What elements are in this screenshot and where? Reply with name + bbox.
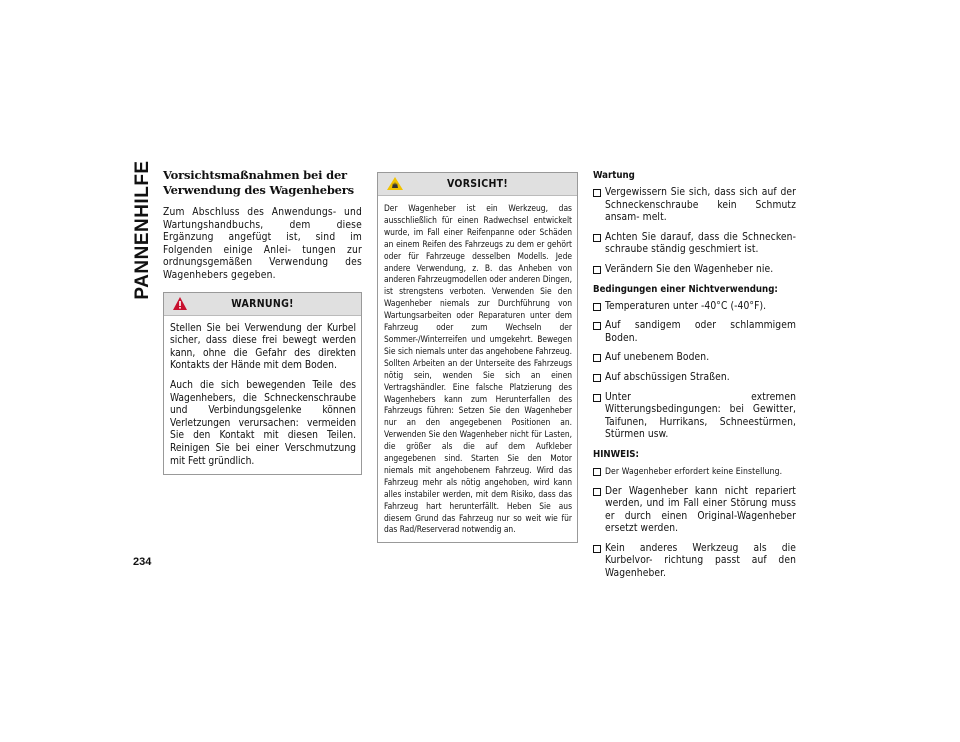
- note-heading: HINWEIS:: [593, 448, 639, 460]
- right-column: [593, 170, 796, 588]
- warning-box-title: WARNUNG!: [231, 297, 294, 310]
- list-item: Vergewissern Sie sich, dass sich auf der Schneckenschraube kein Schmutz ansam- melt.: [593, 187, 796, 225]
- checkbox-bullet-icon: [593, 322, 601, 330]
- checkbox-bullet-icon: [593, 303, 601, 311]
- maintenance-list: [593, 187, 796, 277]
- caution-box-title: VORSICHT!: [446, 178, 509, 190]
- middle-column: [377, 172, 578, 543]
- checkbox-bullet-icon: [593, 234, 601, 242]
- checkbox-bullet-icon: [593, 354, 601, 362]
- note-list: [593, 466, 796, 581]
- jack-precautions-intro: Zum Abschluss des Anwendungs- und Wartungshandbuchs, dem diese Ergänzung angefügt ist, sind im Folgenden einige Anlei- tungen zur ordnungsgemäßen Verwendung des Wagenhebers gegeben.: [163, 207, 362, 281]
- list-item: Temperaturen unter -40°C (-40°F).: [593, 301, 796, 314]
- list-item: Auf abschüssigen Straßen.: [593, 372, 796, 385]
- maintenance-heading: Wartung: [593, 170, 635, 181]
- left-column: [163, 168, 362, 475]
- list-item: Unter extremen Witterungsbedingungen: bei Gewitter, Taifunen, Hurrikans, Schneestürmen, Stürmen usw.: [593, 392, 796, 442]
- caution-box: [377, 172, 578, 543]
- section-side-tab: [130, 160, 156, 300]
- list-item: Der Wagenheber erfordert keine Einstellung.: [593, 466, 796, 479]
- checkbox-bullet-icon: [593, 394, 601, 402]
- list-item: Kein anderes Werkzeug als die Kurbelvor- richtung passt auf den Wagenheber.: [593, 543, 796, 581]
- list-item: Verändern Sie den Wagenheber nie.: [593, 264, 796, 277]
- checkbox-bullet-icon: [593, 468, 601, 476]
- jack-precautions-heading: Vorsichtsmaßnahmen bei der Verwendung des Wagenhebers: [163, 168, 354, 197]
- warning-box-header: [164, 293, 361, 316]
- warning-box-body: [164, 316, 361, 475]
- warning-box: [163, 292, 362, 476]
- page-number: 234: [133, 556, 152, 568]
- checkbox-bullet-icon: [593, 266, 601, 274]
- caution-box-body: [378, 196, 577, 542]
- checkbox-bullet-icon: [593, 545, 601, 553]
- checkbox-bullet-icon: [593, 189, 601, 197]
- caution-box-header: [378, 173, 577, 196]
- list-item: Achten Sie darauf, dass die Schnecken- schraube ständig geschmiert ist.: [593, 232, 796, 257]
- non-use-conditions-heading: Bedingungen einer Nichtverwendung:: [593, 283, 778, 295]
- warning-paragraph: Stellen Sie bei Verwendung der Kurbel sicher, dass diese frei bewegt werden kann, ohne die Gefahr des direkten Kontakts der Hände mit dem Boden.: [170, 322, 356, 372]
- list-item: Auf unebenem Boden.: [593, 352, 796, 365]
- list-item: Der Wagenheber kann nicht repariert werden, und im Fall einer Störung muss er durch einen Original-Wagenheber ersetzt werden.: [593, 486, 796, 536]
- warning-paragraph: Auch die sich bewegenden Teile des Wagenhebers, die Schneckenschraube und Verbindungsgelenke können Verletzungen verursachen: vermeiden Sie den Kontakt mit diesen Teilen. Reinigen Sie bei einer Verschmutzung mit Fett gründlich.: [170, 379, 356, 467]
- list-item: Auf sandigem oder schlammigem Boden.: [593, 320, 796, 345]
- non-use-conditions-list: [593, 301, 796, 442]
- section-side-tab-label: PANNENHILFE: [132, 160, 153, 300]
- caution-paragraph: Der Wagenheber ist ein Werkzeug, das ausschließlich für einen Radwechsel entwickelt wurde, im Fall einer Reifenpanne oder Schäden an einem Reifen des Fahrzeugs zu dem er gehört oder für Fahrzeuge desselben Modells. Jede andere Verwendung, z. B. das Anheben von anderen Fahrzeugmodellen oder anderen Dingen, ist strengstens verboten. Verwenden Sie den Wagenheber niemals zur Durchführung von Wartungsarbeiten oder Reparaturen unter dem Fahrzeug oder zum Wechseln der Sommer-/Winterreifen und umgekehrt. Bewegen Sie sich niemals unter das angehobene Fahrzeug. Sollten Arbeiten an der Unterseite des Fahrzeugs nötig sein, wenden Sie sich an einen Vertragshändler. Eine falsche Platzierung des Wagenhebers kann zum Herunterfallen des Fahrzeugs führen: Setzen Sie den Wagenheber nur an den angegebenen Positionen an. Verwenden Sie den Wagenheber nicht für Lasten, die größer als die auf dem Aufkleber angegebenen sind. Starten Sie den Motor niemals mit angehobenem Fahrzeug. Wird das Fahrzeug mehr als nötig angehoben, wird kann alles instabiler werden, mit dem Risiko, dass das Fahrzeug hart herunterfällt. Heben Sie aus diesem Grund das Fahrzeug nur so weit wie für das Rad/Reserverad notwendig an.: [384, 203, 572, 535]
- checkbox-bullet-icon: [593, 374, 601, 382]
- checkbox-bullet-icon: [593, 488, 601, 496]
